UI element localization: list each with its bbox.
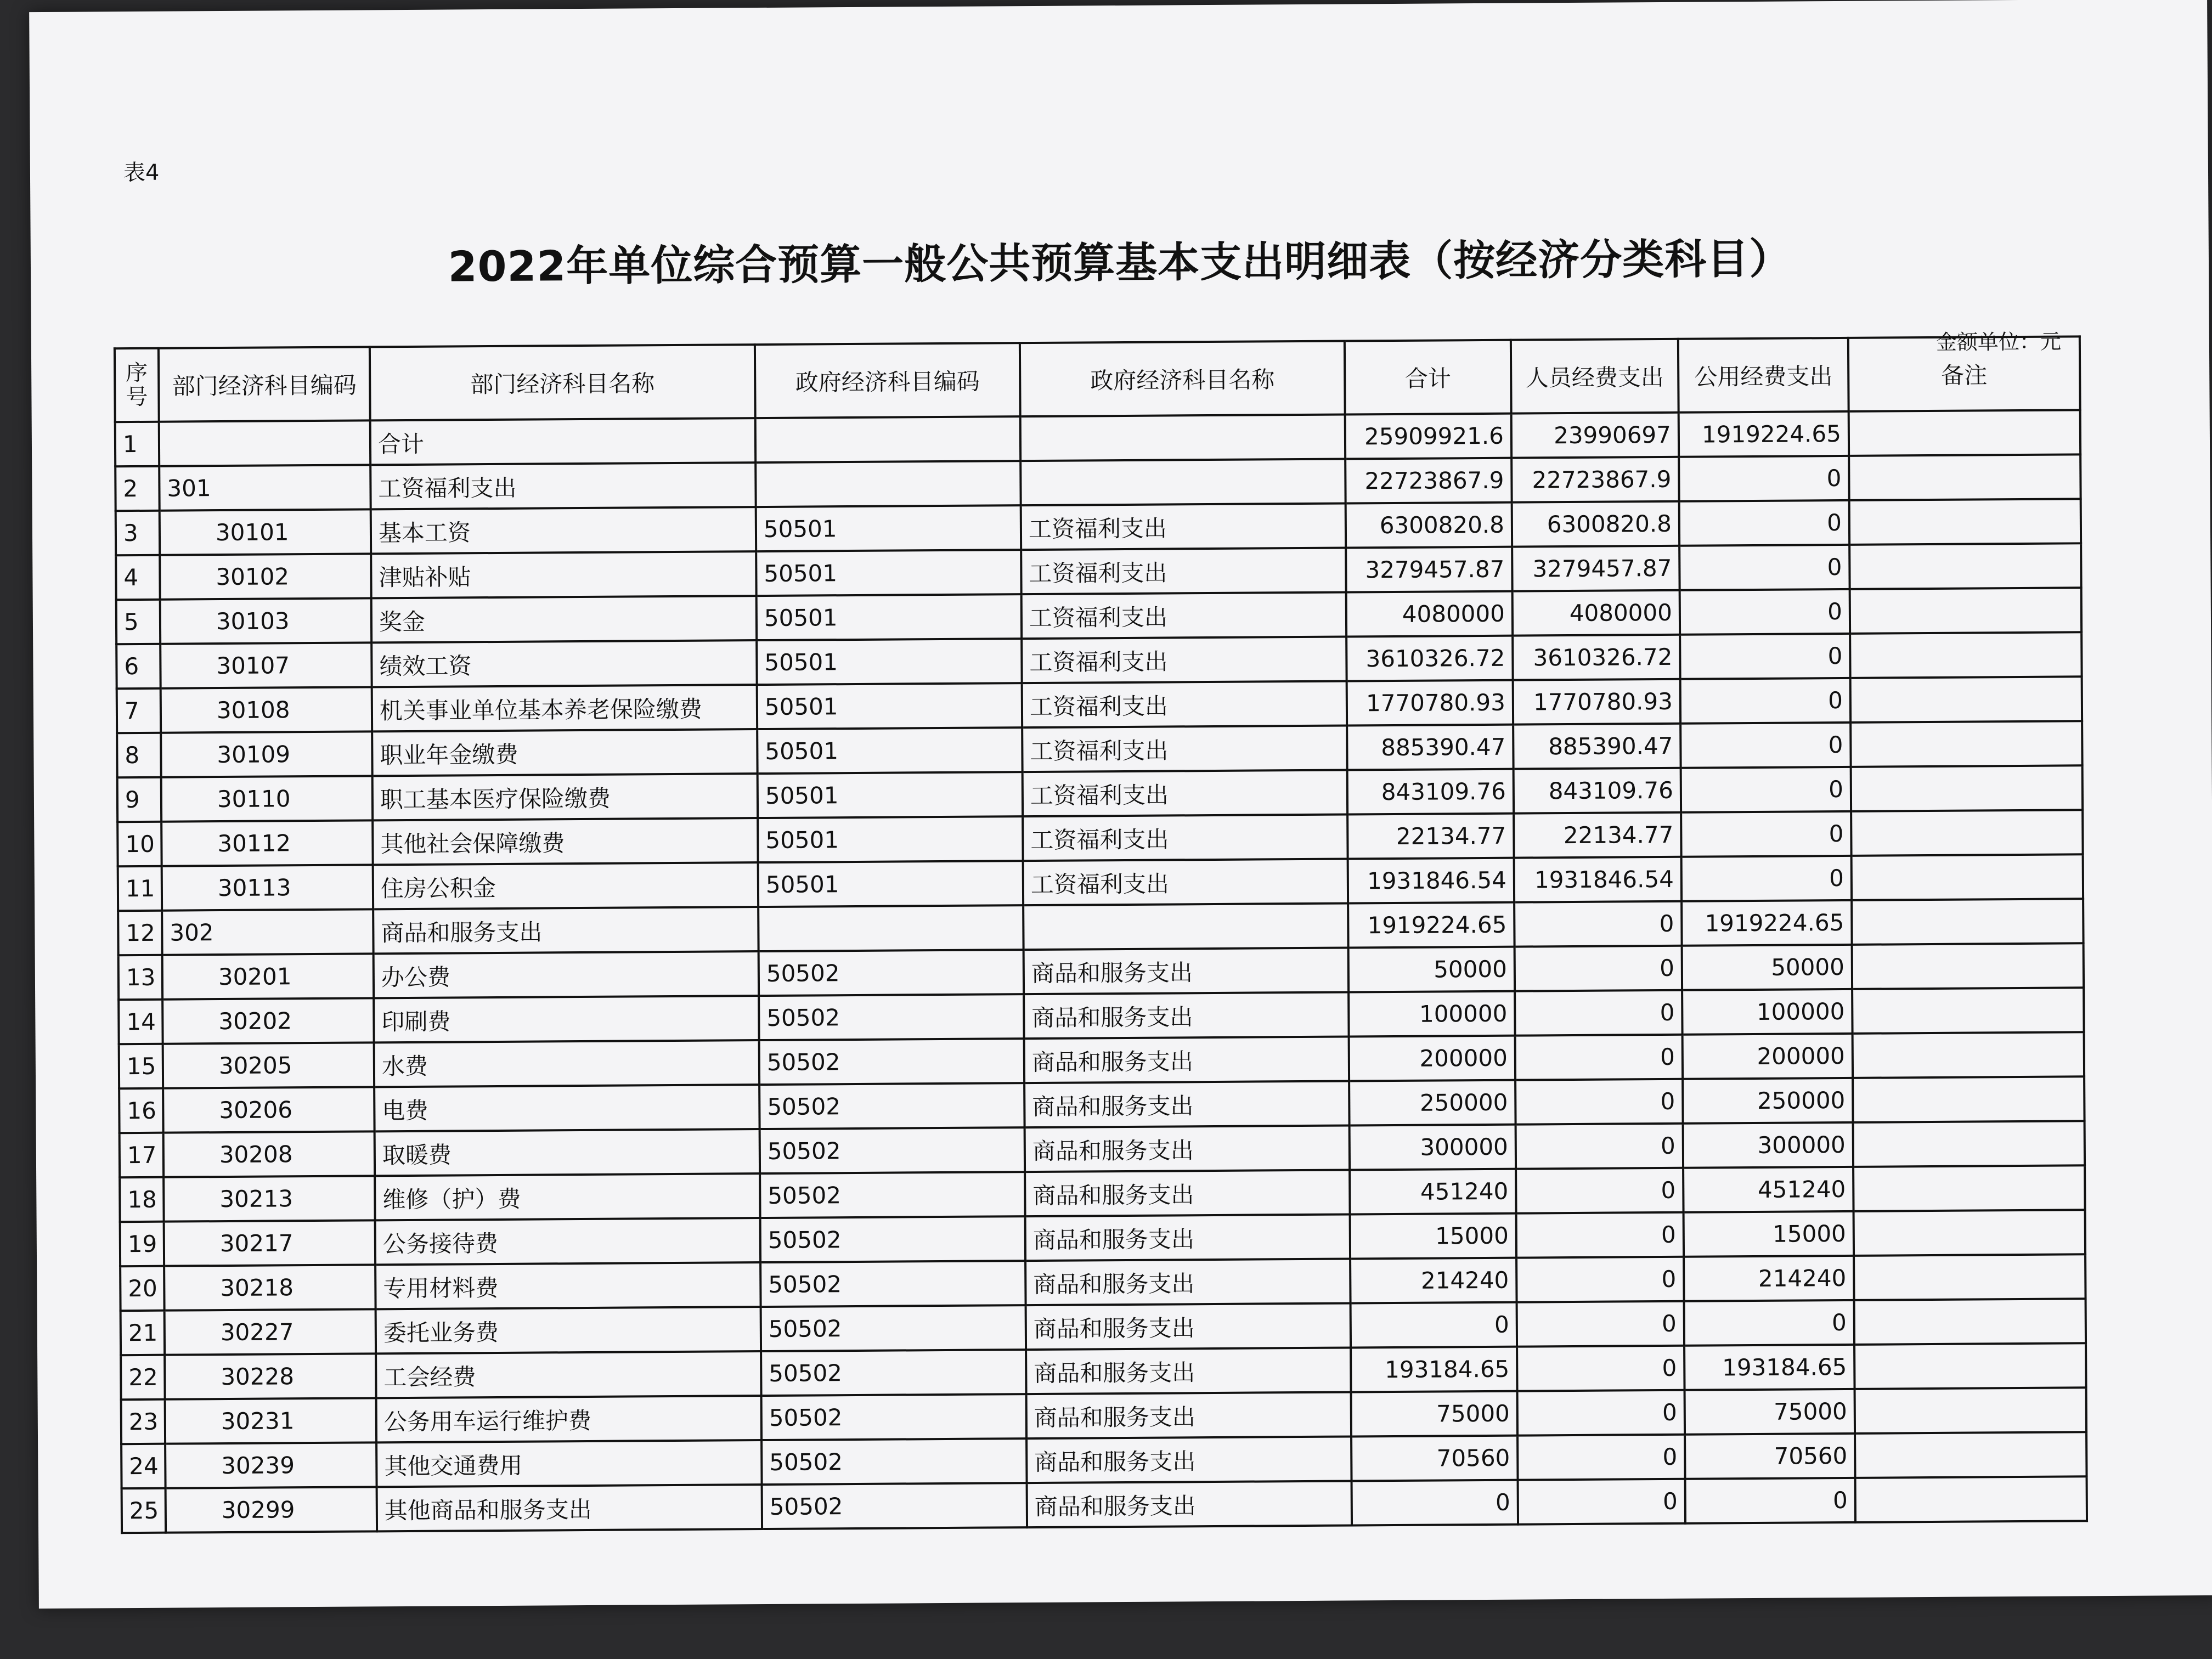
cell-seq: 8 [117, 733, 161, 777]
cell-dept-name: 商品和服务支出 [373, 907, 758, 953]
cell-gov-code: 50501 [756, 550, 1021, 596]
cell-dept-name: 绩效工资 [371, 640, 757, 687]
cell-personnel: 3610326.72 [1513, 635, 1680, 680]
cell-public: 15000 [1684, 1211, 1854, 1257]
cell-dept-code: 30110 [161, 776, 373, 821]
cell-dept-code: 30109 [161, 731, 372, 777]
table-label: 表4 [123, 160, 160, 186]
cell-personnel: 843109.76 [1514, 768, 1681, 814]
cell-dept-code: 30107 [160, 642, 371, 688]
cell-dept-code: 30108 [161, 687, 372, 732]
header-public: 公用经费支出 [1678, 338, 1849, 413]
cell-seq: 18 [120, 1177, 163, 1222]
cell-seq: 2 [115, 466, 159, 511]
cell-seq: 15 [119, 1044, 163, 1088]
cell-note [1855, 1476, 2087, 1522]
cell-dept-code [159, 420, 370, 466]
cell-note [1854, 1254, 2085, 1300]
cell-total: 843109.76 [1347, 769, 1514, 815]
cell-public: 0 [1680, 723, 1850, 768]
cell-personnel: 3279457.87 [1512, 546, 1679, 591]
cell-note [1852, 854, 2083, 900]
cell-gov-name: 商品和服务支出 [1026, 1392, 1351, 1438]
cell-note [1854, 1299, 2086, 1345]
budget-table [114, 335, 2088, 1534]
cell-dept-code: 302 [162, 909, 373, 955]
cell-gov-code [758, 905, 1023, 951]
cell-public: 0 [1684, 1300, 1854, 1346]
cell-gov-name: 商品和服务支出 [1024, 1036, 1349, 1083]
cell-personnel: 0 [1516, 1124, 1683, 1169]
cell-note [1849, 454, 2080, 500]
header-gov-name: 政府经济科目名称 [1020, 341, 1345, 417]
cell-personnel: 0 [1518, 1479, 1685, 1525]
cell-total: 250000 [1349, 1080, 1515, 1126]
cell-total: 0 [1352, 1480, 1518, 1526]
cell-total: 3610326.72 [1346, 636, 1513, 681]
cell-personnel: 0 [1516, 1168, 1683, 1214]
cell-personnel: 0 [1517, 1346, 1684, 1391]
cell-personnel: 885390.47 [1513, 724, 1680, 769]
cell-seq: 21 [121, 1311, 165, 1355]
cell-personnel: 0 [1516, 1257, 1684, 1302]
cell-note [1854, 1343, 2086, 1389]
cell-public: 0 [1680, 678, 1850, 724]
cell-seq: 16 [119, 1088, 163, 1133]
cell-note [1855, 1432, 2086, 1478]
cell-public: 0 [1685, 1478, 1855, 1523]
paper-sheet [29, 0, 2212, 1609]
cell-note [1849, 410, 2080, 456]
cell-note [1854, 1210, 2085, 1256]
cell-gov-name: 工资福利支出 [1022, 726, 1347, 772]
cell-total: 214240 [1350, 1258, 1516, 1304]
cell-personnel: 23990697 [1511, 413, 1679, 458]
cell-public: 1919224.65 [1681, 900, 1852, 946]
cell-dept-code: 30202 [162, 998, 374, 1043]
cell-note [1850, 676, 2082, 723]
cell-note [1852, 943, 2084, 989]
cell-dept-code: 30217 [164, 1220, 375, 1266]
cell-seq: 6 [116, 644, 160, 689]
cell-note [1851, 810, 2083, 856]
cell-dept-name: 津贴补贴 [371, 551, 756, 598]
cell-public: 300000 [1683, 1122, 1853, 1168]
cell-gov-name [1023, 903, 1348, 950]
cell-dept-name: 公务接待费 [375, 1218, 760, 1265]
cell-personnel: 0 [1515, 1079, 1683, 1125]
cell-total: 70560 [1351, 1436, 1517, 1481]
cell-personnel: 0 [1514, 901, 1681, 947]
cell-total: 1919224.65 [1348, 902, 1514, 948]
cell-public: 50000 [1682, 945, 1852, 990]
cell-gov-code: 50502 [761, 1305, 1026, 1351]
cell-seq: 3 [116, 511, 160, 555]
cell-gov-code: 50502 [762, 1483, 1027, 1529]
cell-gov-name: 工资福利支出 [1023, 859, 1348, 905]
cell-total: 22723867.9 [1345, 458, 1511, 504]
header-dept-code: 部门经济科目编码 [159, 347, 370, 421]
cell-public: 451240 [1683, 1167, 1853, 1212]
cell-seq: 20 [120, 1266, 164, 1311]
cell-gov-code: 50501 [757, 639, 1022, 685]
cell-dept-code: 30201 [162, 953, 374, 999]
cell-dept-code: 30101 [160, 509, 371, 555]
cell-seq: 23 [121, 1400, 165, 1444]
cell-public: 0 [1680, 589, 1850, 635]
cell-total: 15000 [1350, 1214, 1516, 1259]
cell-seq: 13 [119, 955, 162, 1000]
cell-total: 300000 [1350, 1125, 1516, 1170]
cell-note [1853, 1121, 2085, 1167]
cell-dept-name: 基本工资 [371, 507, 756, 554]
cell-dept-name: 机关事业单位基本养老保险缴费 [372, 685, 757, 731]
cell-public: 0 [1681, 811, 1851, 857]
cell-total: 4080000 [1346, 591, 1513, 637]
cell-total: 451240 [1350, 1169, 1516, 1215]
cell-dept-code: 301 [159, 465, 370, 510]
cell-gov-name: 商品和服务支出 [1027, 1481, 1352, 1527]
cell-dept-name: 公务用车运行维护费 [376, 1396, 761, 1442]
cell-dept-name: 电费 [374, 1085, 759, 1131]
cell-seq: 14 [119, 1000, 162, 1044]
cell-dept-code: 30299 [166, 1487, 377, 1532]
cell-note [1852, 988, 2084, 1034]
cell-note [1849, 499, 2081, 545]
cell-gov-name [1020, 415, 1345, 461]
cell-personnel: 1770780.93 [1513, 679, 1680, 725]
cell-gov-name: 工资福利支出 [1022, 592, 1346, 639]
header-personnel: 人员经费支出 [1511, 339, 1679, 414]
cell-personnel: 0 [1515, 1035, 1683, 1080]
table-header-row [115, 336, 2080, 422]
cell-gov-name: 工资福利支出 [1022, 637, 1346, 684]
cell-dept-code: 30103 [160, 598, 371, 644]
cell-dept-name: 水费 [374, 1040, 759, 1087]
cell-public: 1919224.65 [1679, 411, 1849, 457]
cell-public: 75000 [1685, 1389, 1855, 1435]
cell-seq: 12 [118, 911, 162, 955]
cell-total: 885390.47 [1347, 725, 1513, 770]
cell-public: 200000 [1683, 1034, 1853, 1079]
cell-dept-name: 工会经费 [376, 1351, 761, 1398]
cell-personnel: 4080000 [1513, 590, 1680, 636]
cell-dept-name: 奖金 [371, 596, 757, 642]
cell-gov-code: 50502 [760, 1216, 1025, 1262]
cell-seq: 9 [117, 777, 161, 822]
cell-dept-code: 30213 [163, 1176, 375, 1221]
cell-total: 0 [1351, 1302, 1517, 1348]
cell-personnel: 6300820.8 [1512, 501, 1679, 547]
cell-total: 100000 [1348, 991, 1515, 1037]
header-note: 备注 [1848, 336, 2080, 411]
cell-note [1853, 1165, 2085, 1211]
cell-gov-name: 商品和服务支出 [1024, 1081, 1349, 1127]
cell-dept-name: 其他商品和服务支出 [377, 1485, 762, 1531]
cell-gov-code: 50502 [761, 1394, 1026, 1440]
cell-total: 6300820.8 [1346, 503, 1512, 548]
cell-total: 200000 [1349, 1036, 1515, 1081]
cell-public: 0 [1679, 545, 1849, 590]
cell-note [1850, 721, 2082, 767]
cell-total: 193184.65 [1351, 1347, 1517, 1392]
cell-gov-name: 工资福利支出 [1022, 681, 1347, 728]
header-gov-code: 政府经济科目编码 [755, 343, 1020, 418]
cell-gov-code: 50502 [759, 1039, 1024, 1085]
cell-personnel: 0 [1515, 990, 1682, 1036]
cell-dept-name: 印刷费 [374, 996, 759, 1042]
cell-gov-code: 50501 [757, 594, 1022, 640]
cell-seq: 22 [121, 1355, 165, 1400]
cell-gov-code: 50502 [759, 950, 1024, 996]
cell-gov-code: 50502 [760, 1172, 1025, 1218]
header-total: 合计 [1345, 340, 1511, 415]
cell-seq: 19 [120, 1222, 164, 1266]
cell-note [1853, 1032, 2084, 1078]
cell-dept-code: 30113 [162, 865, 373, 910]
cell-seq: 24 [121, 1444, 165, 1488]
cell-seq: 11 [118, 866, 162, 911]
cell-gov-code: 50502 [761, 1438, 1026, 1485]
cell-personnel: 0 [1517, 1435, 1685, 1480]
cell-gov-code [755, 416, 1020, 462]
cell-public: 0 [1679, 456, 1849, 501]
cell-public: 0 [1680, 634, 1850, 679]
cell-dept-code: 30206 [163, 1087, 374, 1132]
cell-gov-code [755, 461, 1020, 507]
cell-dept-name: 其他社会保障缴费 [373, 818, 758, 865]
cell-public: 100000 [1682, 989, 1852, 1035]
cell-personnel: 0 [1517, 1390, 1685, 1436]
cell-total: 50000 [1348, 947, 1515, 992]
cell-dept-code: 30205 [163, 1042, 374, 1088]
cell-dept-code: 30231 [165, 1398, 376, 1443]
cell-seq: 17 [120, 1133, 163, 1177]
cell-dept-code: 30227 [165, 1309, 376, 1355]
cell-dept-code: 30102 [160, 554, 371, 599]
table-body [115, 410, 2087, 1533]
cell-seq: 5 [116, 600, 160, 644]
cell-gov-name: 商品和服务支出 [1026, 1436, 1351, 1483]
cell-public: 250000 [1683, 1078, 1853, 1124]
cell-gov-code: 50502 [759, 994, 1024, 1040]
cell-gov-code: 50501 [758, 772, 1023, 818]
cell-gov-name: 工资福利支出 [1021, 504, 1346, 550]
cell-gov-name: 商品和服务支出 [1024, 947, 1348, 994]
cell-total: 75000 [1351, 1391, 1517, 1437]
cell-gov-name: 工资福利支出 [1021, 548, 1346, 595]
cell-gov-name: 商品和服务支出 [1026, 1303, 1351, 1350]
cell-gov-name: 商品和服务支出 [1025, 1170, 1350, 1216]
cell-personnel: 0 [1516, 1212, 1684, 1258]
cell-personnel: 22134.77 [1514, 812, 1681, 858]
cell-gov-code: 50501 [758, 861, 1023, 907]
cell-dept-name: 住房公积金 [373, 862, 758, 909]
cell-dept-name: 职业年金缴费 [372, 729, 757, 776]
cell-dept-code: 30228 [165, 1353, 376, 1399]
cell-dept-name: 委托业务费 [376, 1307, 761, 1353]
cell-dept-code: 30208 [163, 1131, 375, 1177]
cell-public: 0 [1679, 500, 1849, 546]
cell-dept-code: 30112 [161, 820, 373, 866]
cell-gov-code: 50502 [759, 1083, 1024, 1129]
cell-gov-code: 50501 [758, 816, 1023, 862]
cell-gov-code: 50502 [761, 1350, 1026, 1396]
cell-dept-name: 办公费 [374, 951, 759, 998]
header-seq: 序号 [115, 348, 159, 422]
header-dept-name: 部门经济科目名称 [370, 345, 755, 420]
cell-dept-name: 维修（护）费 [375, 1173, 760, 1220]
cell-total: 1770780.93 [1347, 680, 1513, 726]
cell-gov-name: 商品和服务支出 [1024, 992, 1348, 1039]
cell-note [1855, 1387, 2086, 1434]
cell-note [1849, 543, 2081, 589]
cell-public: 0 [1681, 856, 1852, 901]
cell-gov-code: 50502 [760, 1261, 1025, 1307]
cell-public: 214240 [1684, 1256, 1854, 1301]
cell-dept-code: 30218 [164, 1265, 375, 1310]
cell-gov-name [1020, 459, 1345, 506]
amount-unit: 金额单位：元 [1936, 329, 2062, 354]
cell-seq: 10 [117, 822, 161, 866]
cell-total: 1931846.54 [1348, 858, 1514, 904]
cell-gov-name: 商品和服务支出 [1025, 1214, 1350, 1261]
cell-dept-name: 工资福利支出 [370, 462, 755, 509]
cell-seq: 25 [122, 1488, 166, 1533]
cell-personnel: 1931846.54 [1514, 857, 1681, 902]
cell-personnel: 0 [1517, 1301, 1684, 1347]
cell-note [1850, 588, 2081, 634]
cell-gov-name: 工资福利支出 [1023, 815, 1347, 861]
cell-total: 22134.77 [1347, 814, 1514, 859]
cell-note [1850, 632, 2081, 678]
cell-gov-code: 50502 [760, 1127, 1025, 1173]
cell-note [1851, 765, 2083, 811]
cell-dept-name: 专用材料费 [375, 1262, 760, 1309]
cell-dept-name: 取暖费 [375, 1129, 760, 1176]
cell-total: 25909921.6 [1345, 414, 1511, 459]
cell-gov-code: 50501 [757, 683, 1022, 729]
cell-total: 3279457.87 [1346, 547, 1512, 592]
cell-gov-name: 商品和服务支出 [1025, 1259, 1350, 1305]
page-title: 2022年单位综合预算一般公共预算基本支出明细表（按经济分类科目） [448, 234, 1792, 291]
cell-gov-name: 商品和服务支出 [1025, 1125, 1350, 1172]
cell-gov-name: 商品和服务支出 [1026, 1347, 1351, 1394]
cell-dept-code: 30239 [165, 1442, 376, 1488]
cell-personnel: 22723867.9 [1511, 457, 1679, 503]
cell-seq: 7 [117, 689, 161, 733]
cell-personnel: 0 [1515, 946, 1682, 991]
cell-note [1853, 1076, 2084, 1122]
cell-dept-name: 合计 [370, 418, 755, 465]
cell-dept-name: 其他交通费用 [376, 1440, 761, 1487]
cell-gov-code: 50501 [756, 505, 1021, 551]
cell-public: 0 [1681, 767, 1851, 812]
cell-public: 70560 [1685, 1434, 1855, 1479]
cell-dept-name: 职工基本医疗保险缴费 [373, 774, 758, 820]
cell-gov-code: 50501 [757, 727, 1022, 774]
cell-note [1852, 899, 2083, 945]
cell-gov-name: 工资福利支出 [1023, 770, 1347, 817]
cell-public: 193184.65 [1684, 1345, 1854, 1390]
cell-seq: 1 [115, 422, 159, 466]
cell-seq: 4 [116, 555, 160, 600]
